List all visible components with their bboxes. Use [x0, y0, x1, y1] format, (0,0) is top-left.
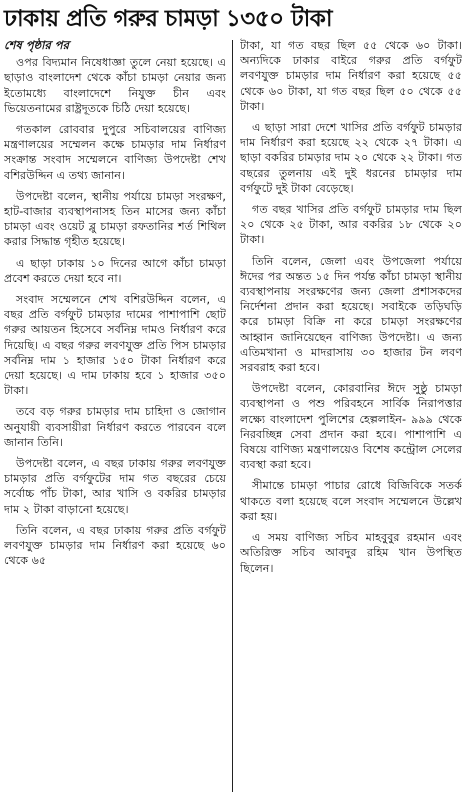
- paragraph: তবে বড় গরুর চামড়ার দাম চাহিদা ও জোগান অনুযায়ী ব্যবসায়ীরা নির্ধারণ করতে পারবেন বলে জানান তিনি।: [4, 405, 226, 449]
- paragraph: টাকা, যা গত বছর ছিল ৫৫ থেকে ৬০ টাকা। অন্যদিকে ঢাকার বাইরে গরুর প্রতি বর্গফুট লবণযুক্ত চামড়ার দাম নির্ধারণ করা হয়েছে ৫৫ থেকে ৬০ টাকা, যা গত বছর ছিল ৫০ থেকে ৫৫ টাকা।: [240, 39, 462, 113]
- paragraph: সীমান্তে চামড়া পাচার রোধে বিজিবিকে সতর্ক থাকতে বলা হয়েছে বলে সংবাদ সম্মেলনে উল্লেখ করা হয়।: [240, 479, 462, 523]
- headline: ঢাকায় প্রতি গরুর চামড়া ১৩৫০ টাকা: [4, 6, 333, 32]
- left-column: [4, 38, 226, 796]
- column-divider: [232, 40, 233, 792]
- paragraph: এ সময় বাণিজ্য সচিব মাহবুবুর রহমান এবং অতিরিক্ত সচিব আবদুর রহিম খান উপস্থিত ছিলেন।: [240, 531, 462, 575]
- paragraph: উপদেষ্টা বলেন, কোরবানির ঈদে সুষ্ঠু চামড়া ব্যবস্থাপনা ও পশু পরিবহনে সার্বিক নিরাপত্তার লক্ষ্যে বাংলাদেশ পুলিশের হেল্পলাইন- ৯৯৯ থেকে নিরবচ্ছিন্ন সেবা প্রদান করা হবে। পাশাপাশি এ বিষয়ে বাণিজ্য মন্ত্রণালয়েও বিশেষ কন্ট্রোল সেলের ব্যবস্থা করা হবে।: [240, 382, 462, 472]
- paragraph: তিনি বলেন, এ বছর ঢাকায় গরুর প্রতি বর্গফুট লবণযুক্ত চামড়ার দাম নির্ধারণ করা হয়েছে ৬০ থেকে ৬৫: [4, 523, 226, 568]
- paragraph: গত বছর খাসির প্রতি বর্গফুট চামড়ার দাম ছিল ২০ থেকে ২৫ টাকা, আর বকরির ১৮ থেকে ২০ টাকা।: [240, 203, 462, 247]
- paragraph: গতকাল রোববার দুপুরে সচিবালয়ের বাণিজ্য মন্ত্রণালয়ের সম্মেলন কক্ষে চামড়ার দাম নির্ধারণ সংক্রান্ত সংবাদ সম্মেলনে বাণিজ্য উপদেষ্টা শেখ বশিরউদ্দিন এ তথ্য জানান।: [4, 123, 226, 182]
- paragraph: ওপর বিদ্যমান নিষেধাজ্ঞা তুলে নেয়া হয়েছে। এ ছাড়াও বাংলাদেশ থেকে কাঁচা চামড়া নেয়ার জন্য ইতোমধ্যে বাংলাদেশে নিযুক্ত চীন এবং ভিয়েতনামের রাষ্ট্রদূতকে চিঠি দেয়া হয়েছে।: [4, 56, 226, 115]
- paragraph: উপদেষ্টা বলেন, স্থানীয় পর্যায়ে চামড়া সংরক্ষণ, হাট-বাজার ব্যবস্থাপনাসহ তিন মাসের জন্য কাঁচা চামড়া এবং ওয়েট ব্লু চামড়া রফতানির শর্ত শিথিল করার সিদ্ধান্ত গৃহীত হয়েছে।: [4, 189, 226, 249]
- paragraph: এ ছাড়া সারা দেশে খাসির প্রতি বর্গফুট চামড়ার দাম নির্ধারণ করা হয়েছে ২২ থেকে ২৭ টাকা। এ ছাড়া বকরির চামড়ার দাম ২০ থেকে ২২ টাকা। গত বছরের তুলনায় এই দুই ধরনের চামড়ার দাম বর্গফুটে দুই টাকা বেড়েছে।: [240, 121, 462, 195]
- right-column: [240, 38, 462, 796]
- paragraph: তিনি বলেন, জেলা এবং উপজেলা পর্যায়ে ঈদের পর অন্তত ১৫ দিন পর্যন্ত কাঁচা চামড়া স্থানীয় ব্যবস্থাপনায় সংরক্ষণের জন্য জেলা প্রশাসকদের নির্দেশনা প্রদান করা হয়েছে। সবাইকে তড়িঘড়ি করে চামড়া বিক্রি না করে চামড়া সংরক্ষণের আহ্বান জানিয়েছেন বাণিজ্য উপদেষ্টা। এ জন্য এতিমখানা ও মাদরাসায় ৩০ হাজার টন লবণ সরবরাহ করা হবে।: [240, 254, 462, 375]
- paragraph: উপদেষ্টা বলেন, এ বছর ঢাকায় গরুর লবণযুক্ত চামড়ার প্রতি বর্গফুটের দাম গত বছরের চেয়ে সর্বোচ্চ পাঁচ টাকা, আর খাসি ও বকরির চামড়ার দাম ২ টাকা বাড়ানো হয়েছে।: [4, 457, 226, 516]
- paragraph: এ ছাড়া ঢাকায় ১০ দিনের আগে কাঁচা চামড়া প্রবেশ করতে দেয়া হবে না।: [4, 256, 226, 285]
- paragraph: সংবাদ সম্মেলনে শেখ বশিরউদ্দিন বলেন, এ বছর প্রতি বর্গফুট চামড়ার দামের পাশাপাশি ছোট গরুর আয়তন হিসেবে সর্বনিম্ন দামও নির্ধারণ করে দিয়েছি। এ বছর গরুর লবণযুক্ত প্রতি পিস চামড়ার সর্বনিম্ন দাম ১ হাজার ১৫০ টাকা নির্ধারণ করে দেয়া হয়েছে। এ দাম ঢাকায় হবে ১ হাজার ৩৫০ টাকা।: [4, 293, 226, 398]
- continued-from-label: শেষ পৃষ্ঠার পর: [4, 38, 69, 52]
